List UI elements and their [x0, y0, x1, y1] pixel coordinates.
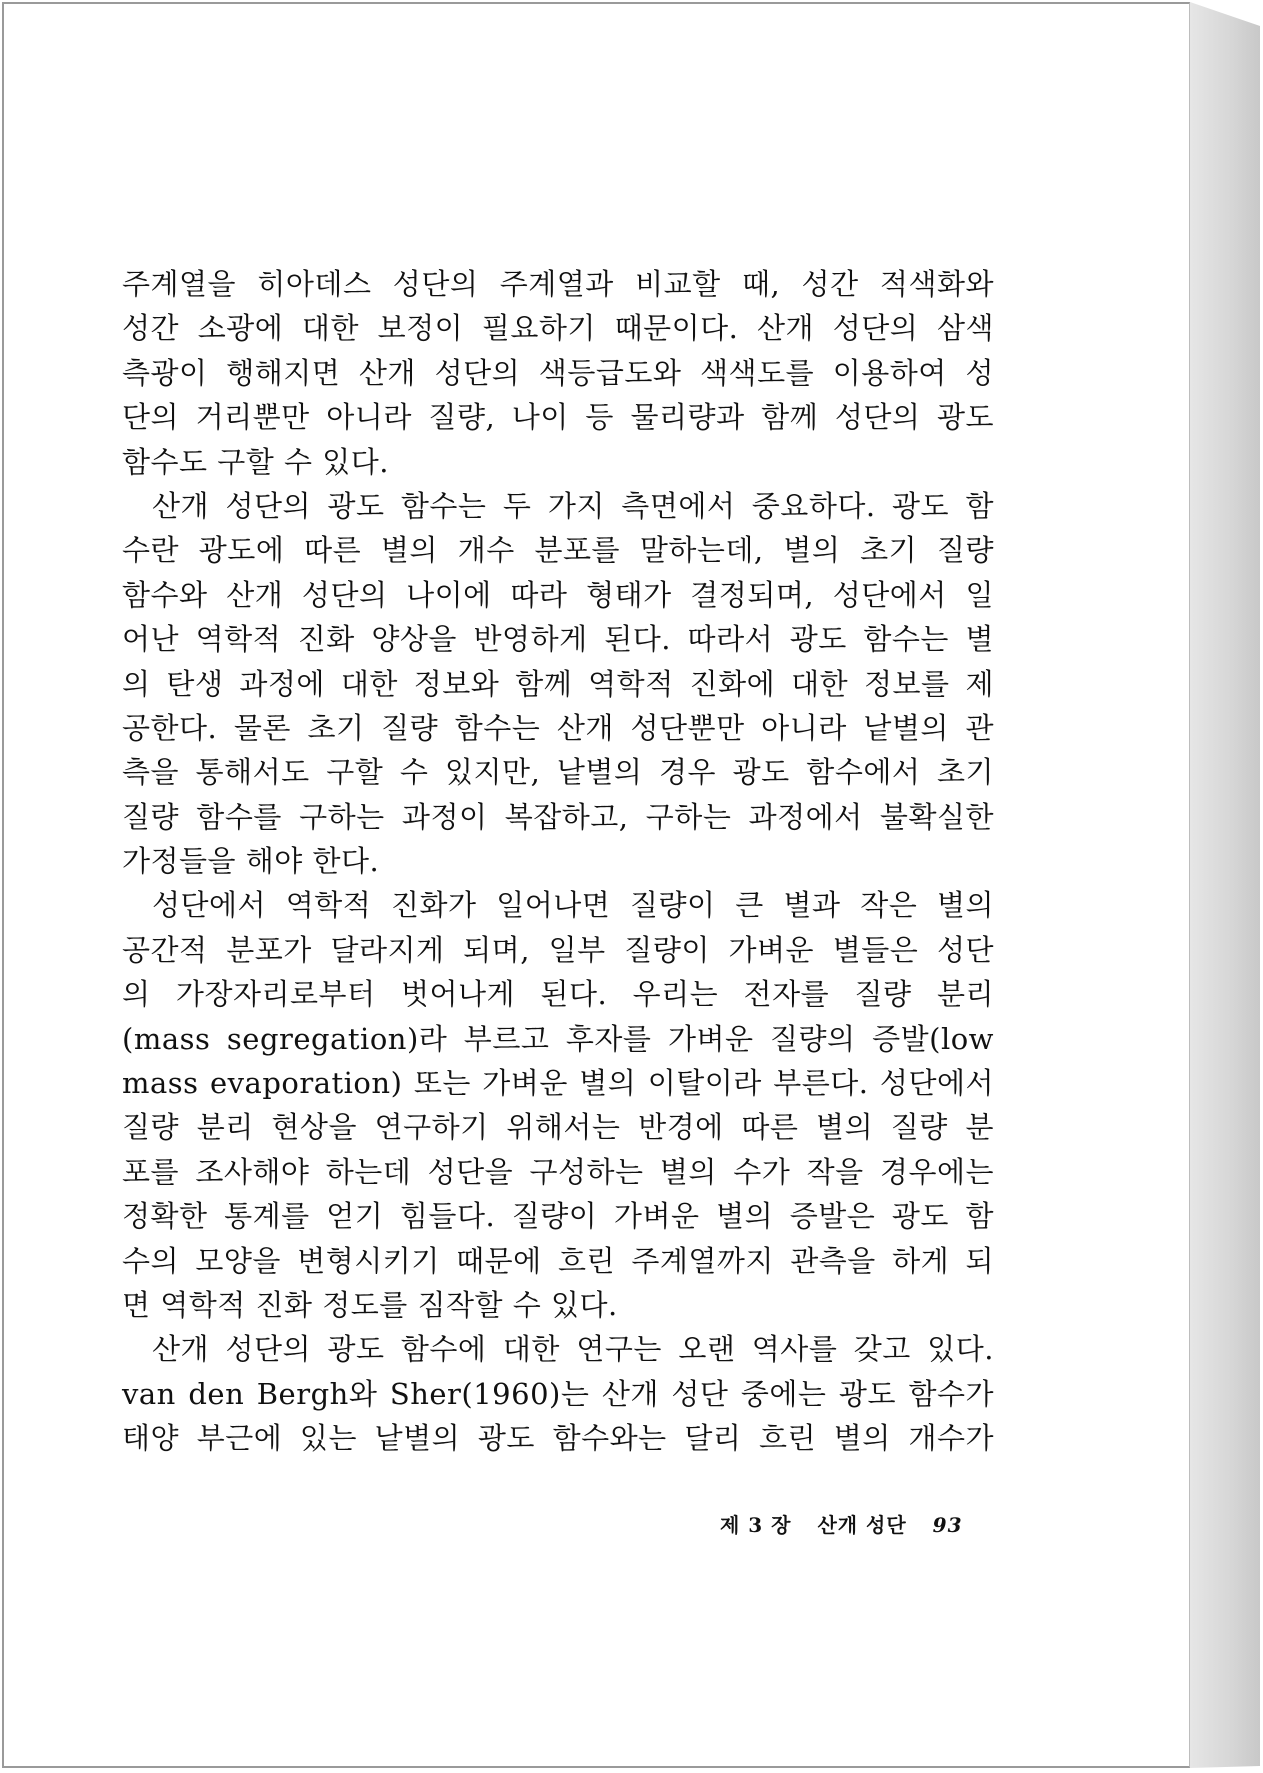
- page-footer: [720, 1509, 970, 1538]
- text-line: 가정들을 해야 한다.: [122, 844, 380, 879]
- text-line: 의 가장자리로부터 벗어나게 된다. 우리는 전자를 질량 분리: [122, 977, 994, 1012]
- text-line: 수란 광도에 따른 별의 개수 분포를 말하는데, 별의 초기 질량: [122, 533, 994, 568]
- text-line: 정확한 통계를 얻기 힘들다. 질량이 가벼운 별의 증발은 광도 함: [122, 1199, 994, 1234]
- text-line: 산개 성단의 광도 함수는 두 가지 측면에서 중요하다. 광도 함: [152, 488, 994, 523]
- text-line: 어난 역학적 진화 양상을 반영하게 된다. 따라서 광도 함수는 별: [122, 622, 994, 657]
- text-line: 수의 모양을 변형시키기 때문에 흐린 주계열까지 관측을 하게 되: [122, 1243, 994, 1278]
- text-line: 산개 성단의 광도 함수에 대한 연구는 오랜 역사를 갖고 있다.: [152, 1332, 994, 1367]
- text-line: 의 탄생 과정에 대한 정보와 함께 역학적 진화에 대한 정보를 제: [122, 666, 994, 701]
- body-text: [122, 262, 994, 1461]
- text-line: 주계열을 히아데스 성단의 주계열과 비교할 때, 성간 적색화와: [122, 267, 994, 301]
- text-line: (mass segregation)라 부르고 후자를 가벼운 질량의 증발(low: [122, 1021, 994, 1056]
- text-line: 측을 통해서도 구할 수 있지만, 낱별의 경우 광도 함수에서 초기: [122, 755, 994, 790]
- text-line: 측광이 행해지면 산개 성단의 색등급도와 색색도를 이용하여 성: [122, 355, 994, 390]
- text-line: 성단에서 역학적 진화가 일어나면 질량이 큰 별과 작은 별의: [152, 888, 994, 923]
- text-line: 면 역학적 진화 정도를 짐작할 수 있다.: [122, 1287, 618, 1322]
- page-edge-shadow: [1190, 2, 1260, 1768]
- text-line: 단의 거리뿐만 아니라 질량, 나이 등 물리량과 함께 성단의 광도: [122, 400, 994, 435]
- text-line: 태양 부근에 있는 낱별의 광도 함수와는 달리 흐린 별의 개수가: [122, 1421, 994, 1456]
- chapter-title: 산개 성단: [817, 1513, 907, 1537]
- text-line: mass evaporation) 또는 가벼운 별의 이탈이라 부른다. 성단에서: [122, 1066, 994, 1101]
- text-line: 함수와 산개 성단의 나이에 따라 형태가 결정되며, 성단에서 일: [122, 577, 994, 612]
- page-number: 93: [932, 1513, 963, 1537]
- text-line: 포를 조사해야 하는데 성단을 구성하는 별의 수가 작을 경우에는: [122, 1154, 994, 1189]
- chapter-label: 제 3 장: [720, 1513, 792, 1537]
- text-line: van den Bergh와 Sher(1960)는 산개 성단 중에는 광도 함수가: [122, 1376, 994, 1411]
- text-line: 공간적 분포가 달라지게 되며, 일부 질량이 가벼운 별들은 성단: [122, 932, 994, 967]
- text-line: 공한다. 물론 초기 질량 함수는 산개 성단뿐만 아니라 낱별의 관: [122, 710, 994, 745]
- text-line: 성간 소광에 대한 보정이 필요하기 때문이다. 산개 성단의 삼색: [122, 311, 994, 346]
- text-line: 질량 함수를 구하는 과정이 복잡하고, 구하는 과정에서 불확실한: [122, 799, 994, 834]
- text-line: 질량 분리 현상을 연구하기 위해서는 반경에 따른 별의 질량 분: [122, 1110, 994, 1145]
- text-line: 함수도 구할 수 있다.: [122, 444, 389, 479]
